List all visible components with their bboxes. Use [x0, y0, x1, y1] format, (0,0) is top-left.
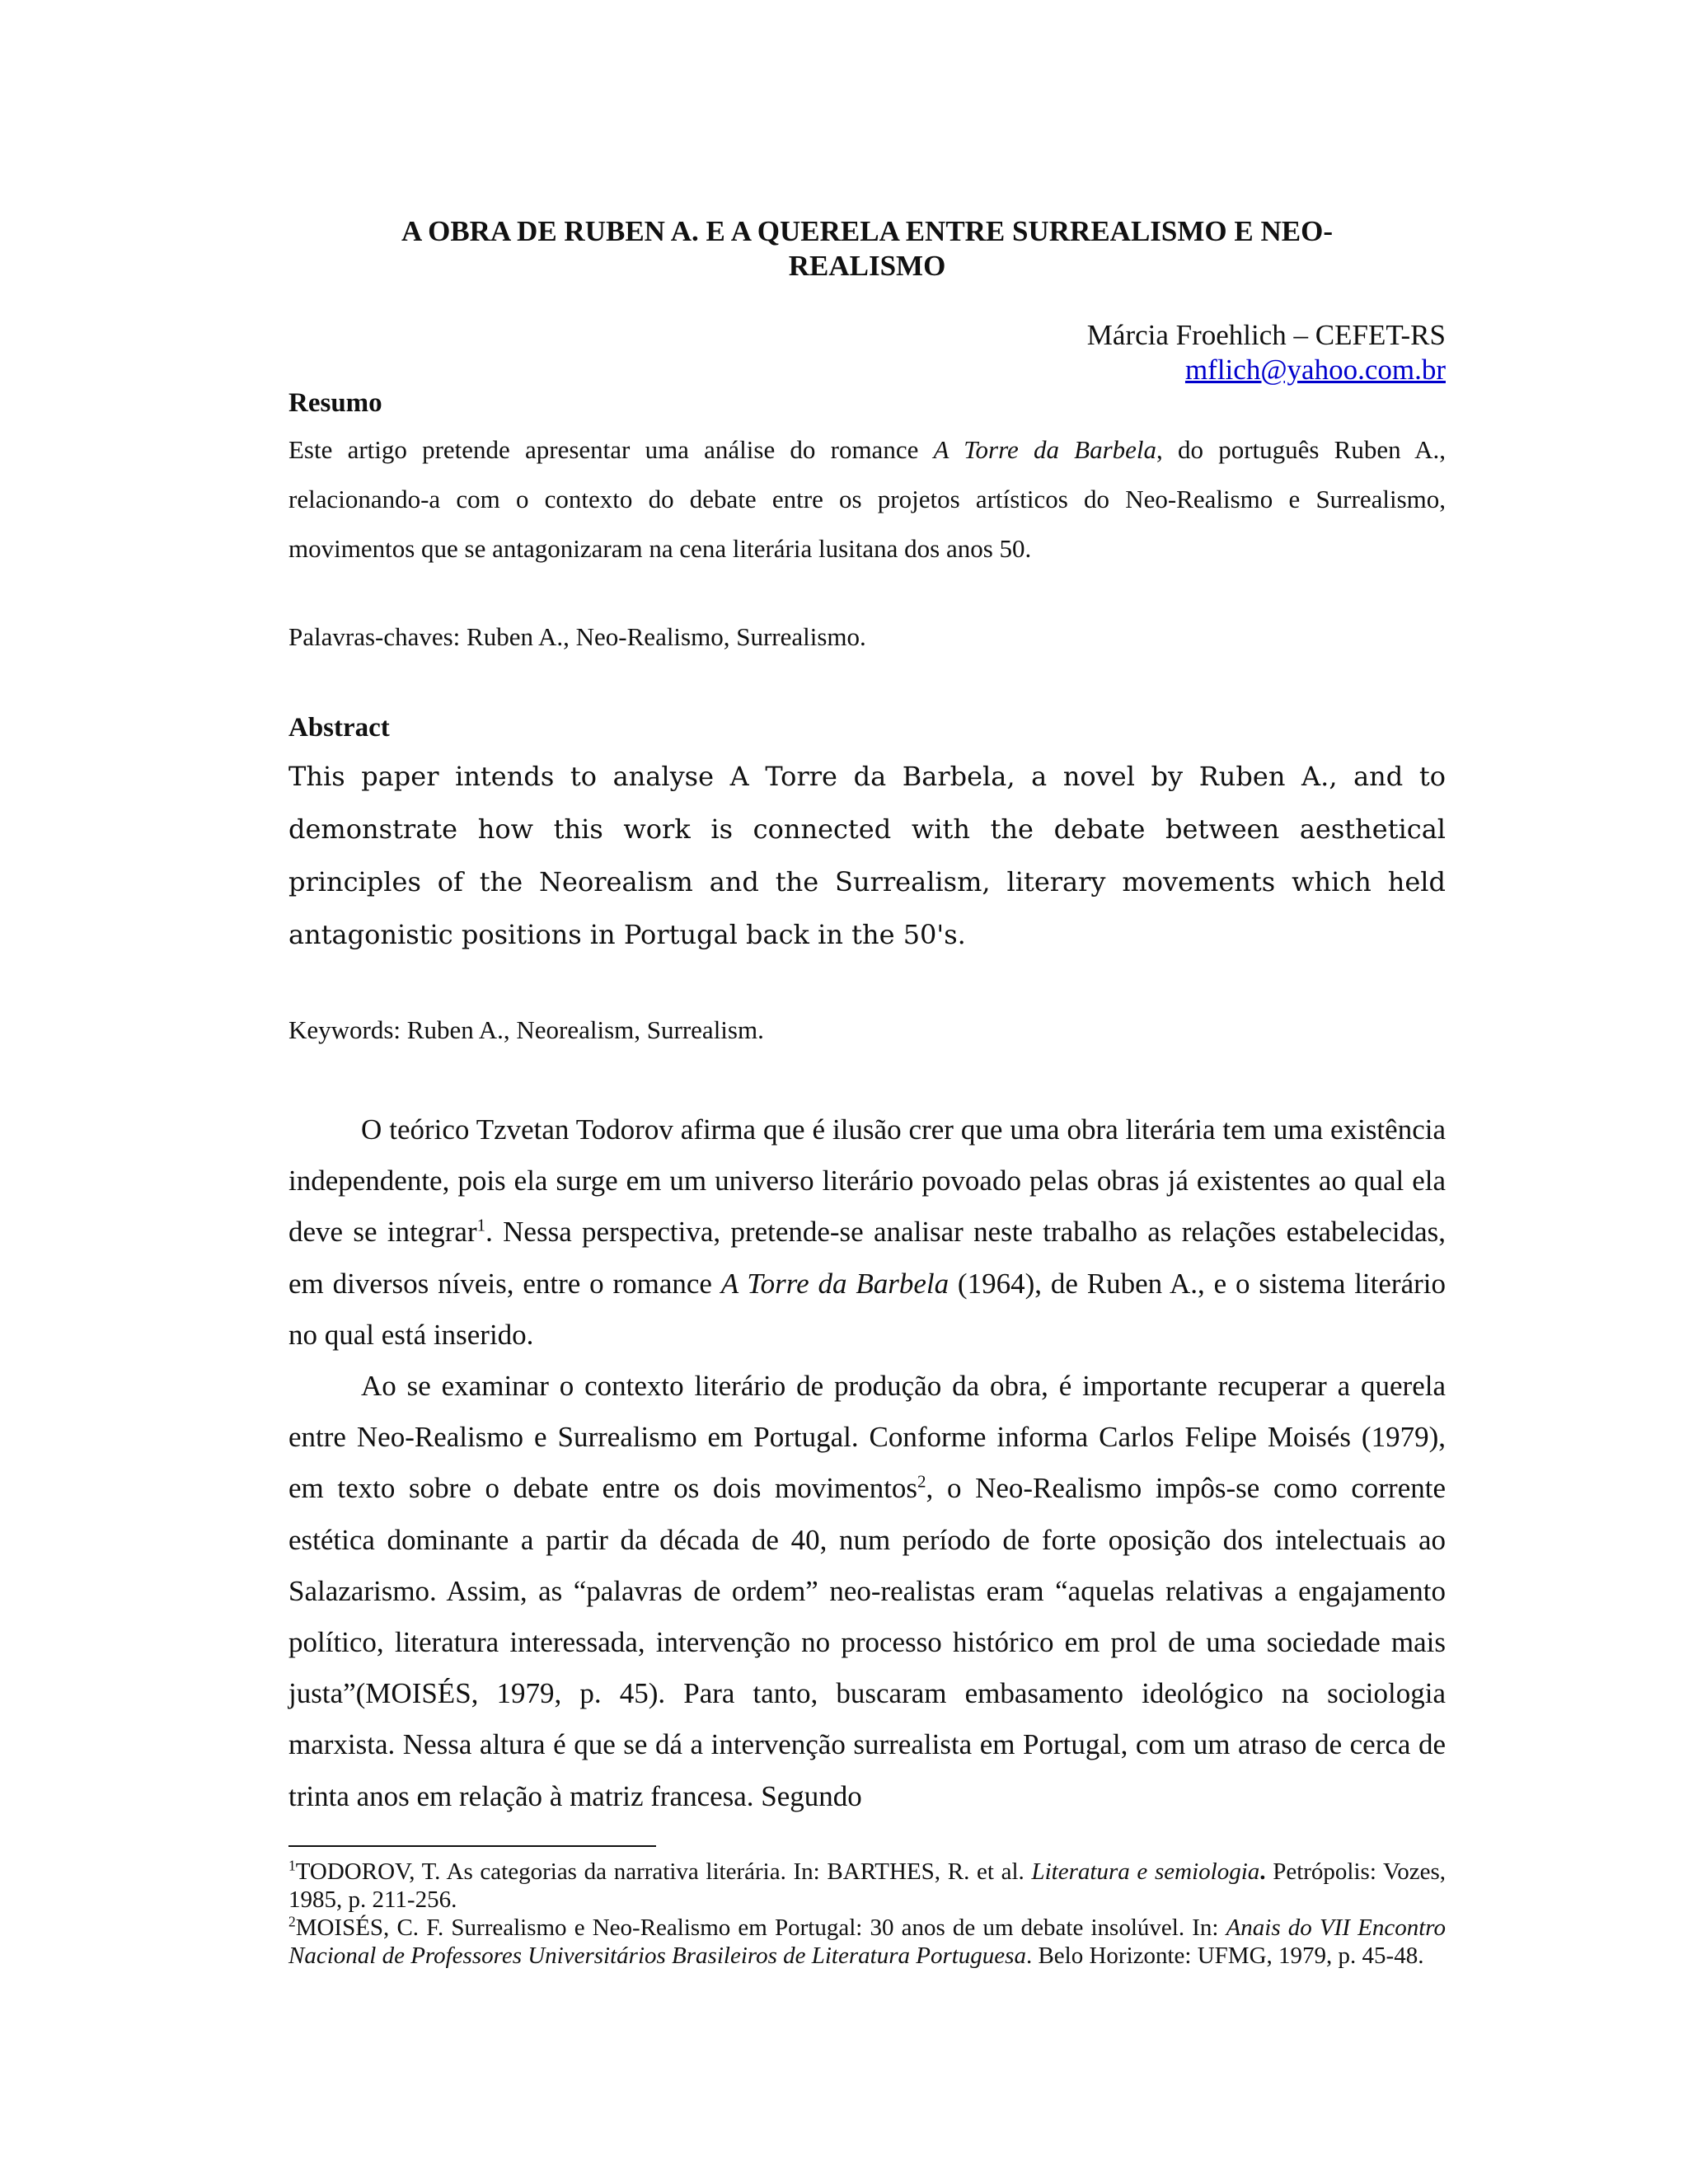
footnote-1-text-a: TODOROV, T. As categorias da narrativa literária. In: BARTHES, R. et al. [295, 1858, 1032, 1885]
resumo-keywords: Palavras-chaves: Ruben A., Neo-Realismo, Surrealismo. [288, 622, 866, 651]
footnote-2-text-a: MOISÉS, C. F. Surrealismo e Neo-Realismo em Portugal: 30 anos de um debate insolúvel. In: [295, 1915, 1226, 1941]
resumo-paragraph [288, 425, 1446, 574]
footnote-ref-1: 1 [476, 1215, 486, 1235]
footnote-1-text-b: Petrópolis: Vozes, 1985, p. 211-256. [288, 1858, 1447, 1913]
abstract-keywords: Keywords: Ruben A., Neorealism, Surrealism. [288, 1015, 764, 1044]
author-email-link[interactable]: mflich@yahoo.com.br [1184, 354, 1446, 386]
p1-text-c: (1964), de Ruben A., e o sistema literário no qual está inserido. [288, 1267, 1446, 1351]
footnote-1: $^1$TODOROV, T. As categorias da narrativa literária. In: BARTHES, R. et al. Literatura e semiologia. Petrópolis: Vozes, 1985, p. 211-256. [288, 1857, 1447, 1913]
footnote-1-title: Literatura e semiologia [1031, 1858, 1260, 1885]
footnote-2 [288, 1914, 1446, 1970]
footnotes [288, 1858, 1446, 1970]
footnote-1-number: 1 [288, 1857, 296, 1874]
footnote-2-title: Anais do VII Encontro Nacional de Professores Universitários Brasileiros de Literatura Portuguesa [288, 1915, 1446, 1969]
p1-text-a: O teórico Tzvetan Todorov afirma que é ilusão crer que uma obra literária tem uma existência independente, pois ela surge em um universo literário povoado pelas obras já existentes ao qual ela deve se integrar [288, 1113, 1446, 1249]
p2-text-b: , o Neo-Realismo impôs-se como corrente estética dominante a partir da década de 40, num período de forte oposição dos intelectuais ao Salazarismo. Assim, as “palavras de ordem” neo-realistas eram “aquelas relativas a engajamento político, literatura interessada, intervenção no processo histórico em prol de uma sociedade mais justa”(MOISÉS, 1979, p. 45). Para tanto, buscaram embasamento ideológico na sociologia marxista. Nessa altura é que se dá a intervenção surrealista em Portugal, com um atraso de cerca de trinta anos em relação à matriz francesa. Segundo [288, 1472, 1446, 1812]
footnote-separator [288, 1845, 656, 1847]
body-paragraph-1 [288, 1104, 1446, 1361]
resumo-text-2: , do português Ruben A., relacionando-a com o contexto do debate entre os projetos artísticos do Neo-Realismo e Surrealismo, movimentos que se antagonizaram na cena literária lusitana dos anos 50. [288, 435, 1446, 563]
abstract-heading: Abstract [288, 713, 390, 743]
author-affiliation: Márcia Froehlich – CEFET-RS [1086, 319, 1446, 351]
resumo-text-1: Este artigo pretende apresentar uma análise do romance [288, 435, 934, 464]
body-text [288, 1104, 1446, 1822]
footnote-2-number: 2 [288, 1913, 296, 1930]
title-line-1: A OBRA DE RUBEN A. E A QUERELA ENTRE SURREALISMO E NEO- [401, 215, 1333, 247]
title-line-2: REALISMO [788, 250, 946, 282]
paper-page [288, 0, 1446, 2184]
abstract-paragraph: This paper intends to analyse A Torre da Barbela, a novel by Ruben A., and to demonstrate how this work is connected with the debate between aesthetical principles of the Neorealism and the Surrealism, literary movements which held antagonistic positions in Portugal back in the 50's. [288, 761, 1446, 950]
footnote-ref-2: 2 [917, 1471, 926, 1492]
footnote-2-text-b: . Belo Horizonte: UFMG, 1979, p. 45-48. [1025, 1943, 1424, 1969]
paper-title [288, 214, 1446, 284]
resumo-book-title: A Torre da Barbela [933, 435, 1157, 464]
p1-book-title: A Torre da Barbela [720, 1267, 950, 1300]
p1-text-b: . Nessa perspectiva, pretende-se analisar neste trabalho as relações estabelecidas, em diversos níveis, entre o romance [288, 1216, 1446, 1300]
body-paragraph-2 [288, 1361, 1446, 1822]
resumo-heading: Resumo [288, 388, 382, 418]
p2-text-a: Ao se examinar o contexto literário de produção da obra, é importante recuperar a querela entre Neo-Realismo e Surrealismo em Portugal. Conforme informa Carlos Felipe Moisés (1979), em texto sobre o debate entre os dois movimentos [288, 1370, 1446, 1505]
